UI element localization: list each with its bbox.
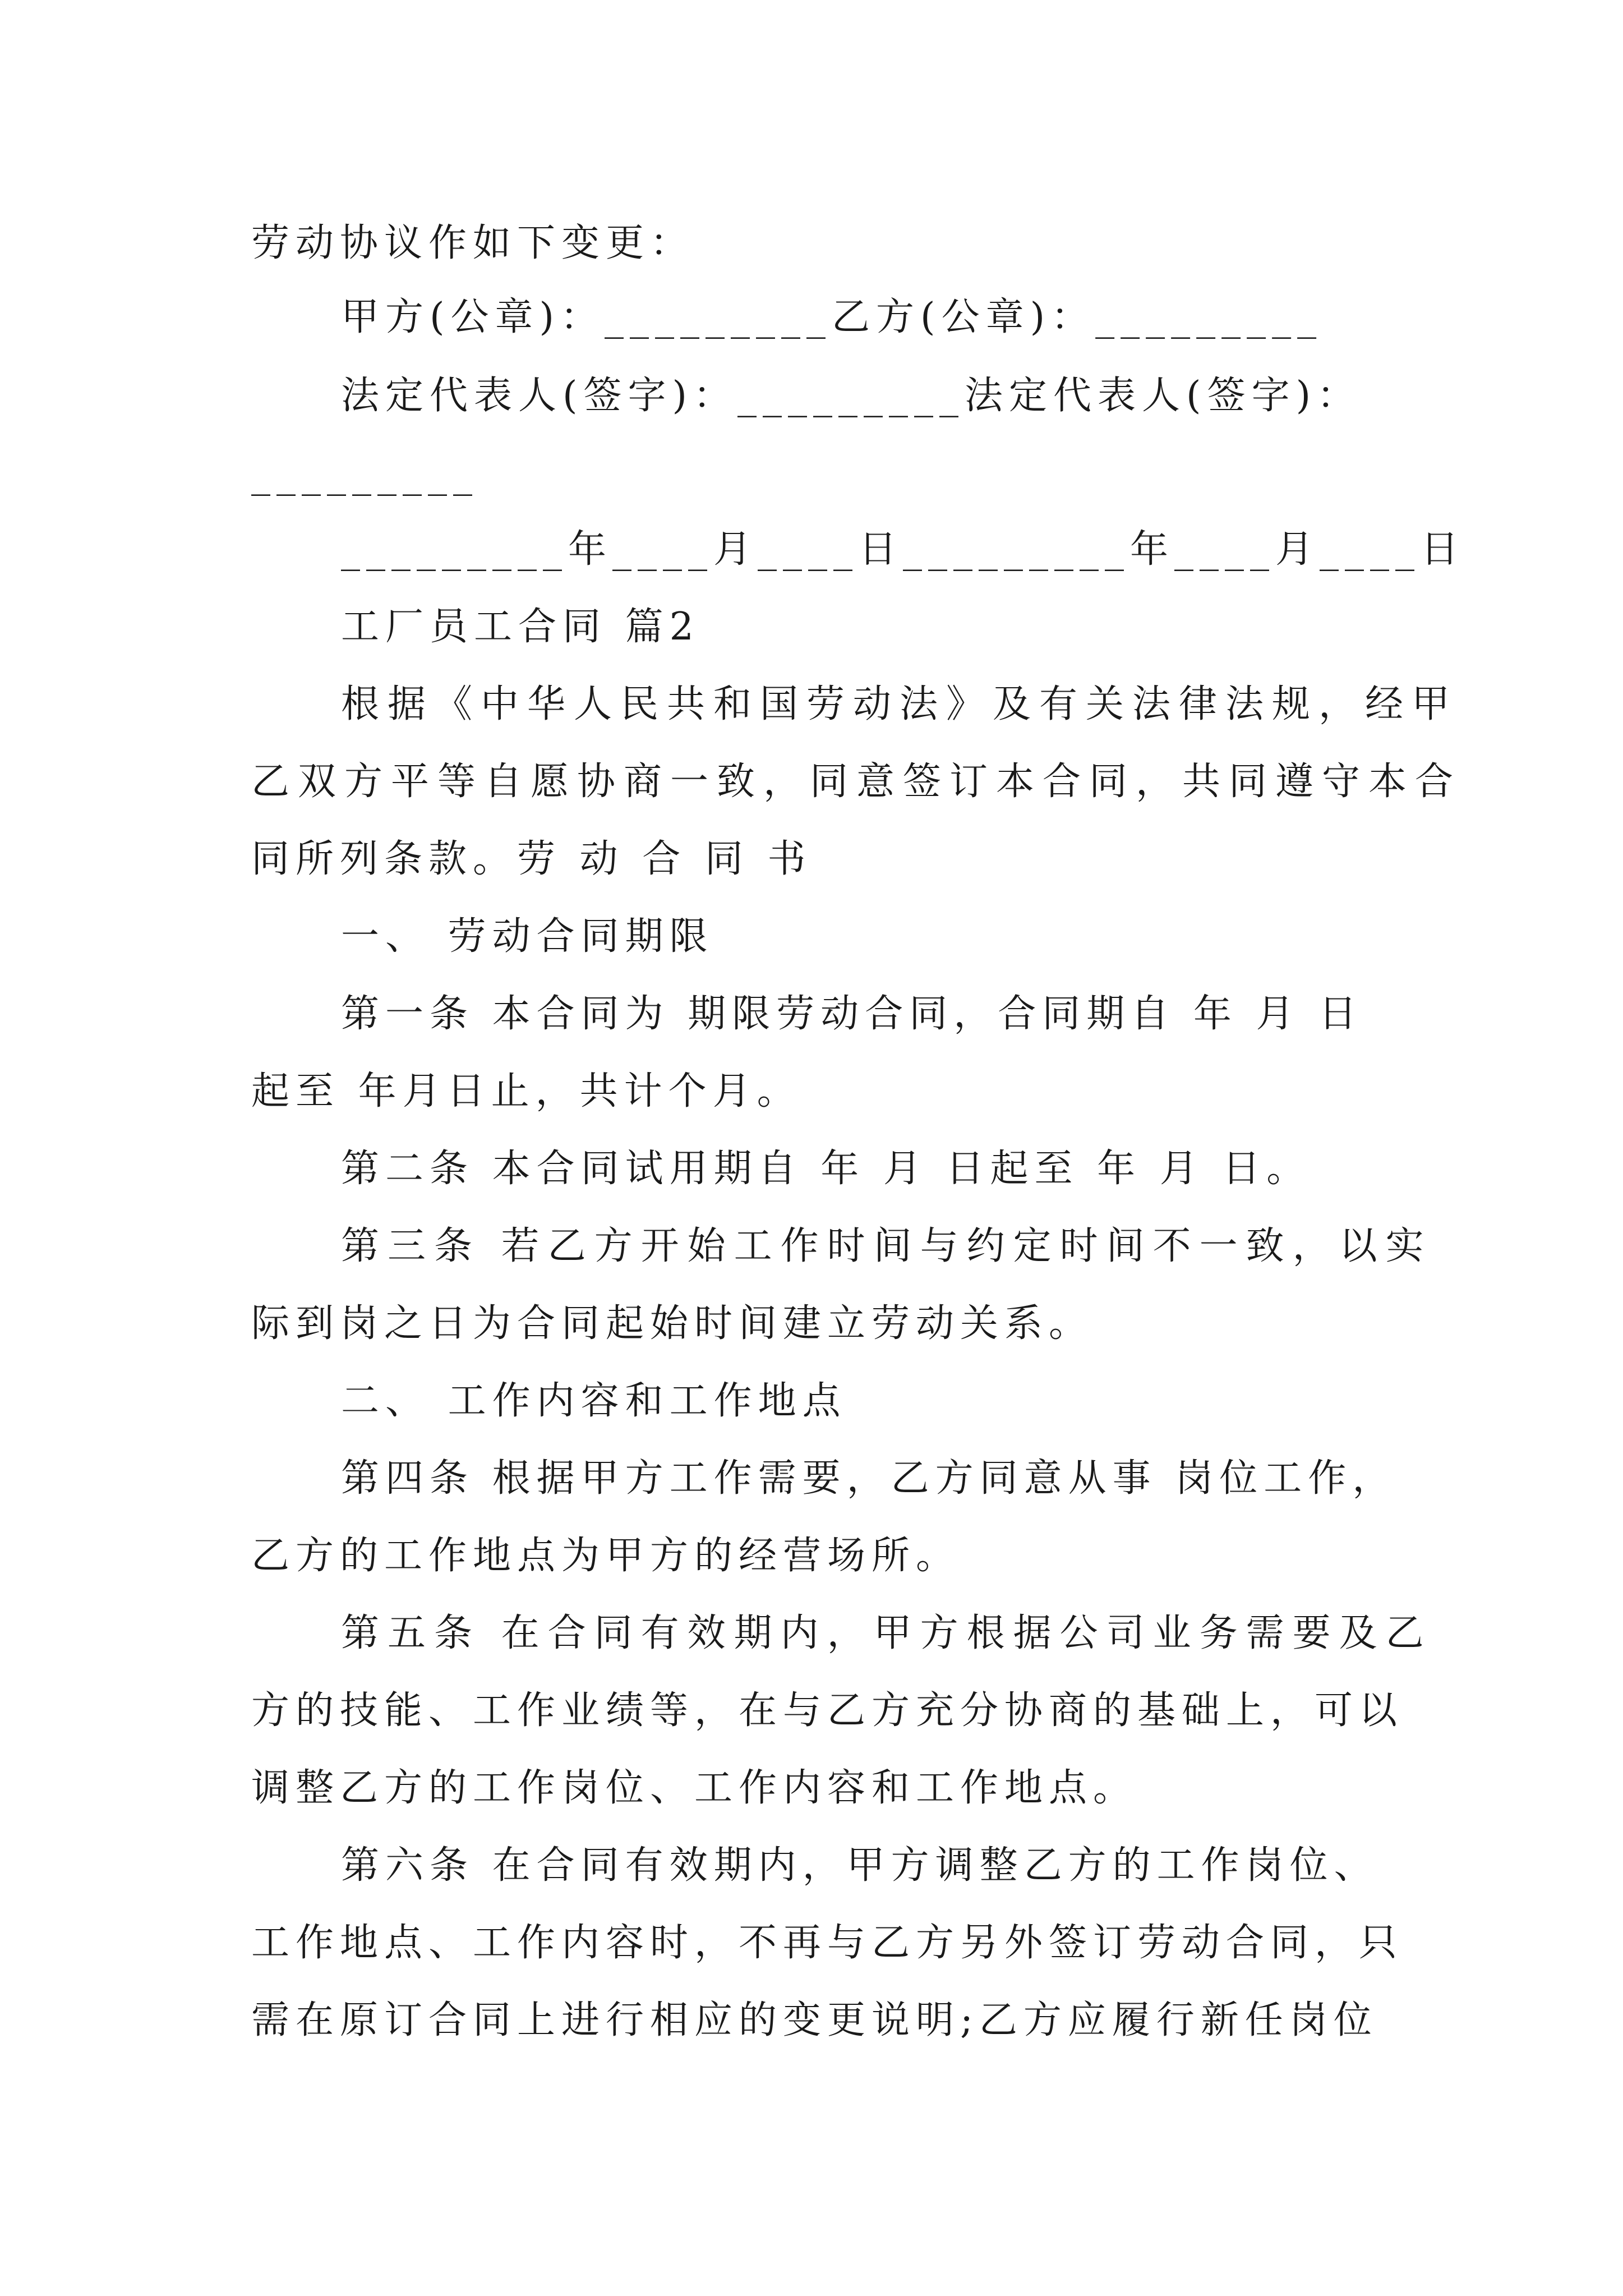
- text-line: 法定代表人(签字)：_________法定代表人(签字)：: [341, 374, 1362, 418]
- text-line: 起至 年月日止，共计个月。: [251, 1069, 801, 1114]
- text-line: 根据《中华人民共和国劳动法》及有关法律法规，经甲: [341, 682, 1459, 726]
- text-line: _________: [251, 452, 478, 496]
- text-line: 方的技能、工作业绩等，在与乙方充分协商的基础上，可以: [251, 1688, 1404, 1733]
- text-line: 际到岗之日为合同起始时间建立劳动关系。: [251, 1301, 1094, 1346]
- section-heading: 工厂员工合同 篇2: [341, 605, 700, 649]
- text-line: 劳动协议作如下变更：: [251, 221, 695, 265]
- text-line: 同所列条款。劳 动 合 同 书: [251, 837, 812, 881]
- text-line: 工作地点、工作内容时，不再与乙方另外签订劳动合同，只: [251, 1921, 1404, 1965]
- text-line: 乙方的工作地点为甲方的经营场所。: [251, 1534, 961, 1578]
- section-heading: 一、 劳动合同期限: [341, 914, 714, 959]
- text-line: 甲方(公章)：_________乙方(公章)：_________: [341, 295, 1323, 339]
- text-line: 需在原订合同上进行相应的变更说明;乙方应履行新任岗位: [251, 1998, 1378, 2042]
- section-heading: 二、 工作内容和工作地点: [341, 1379, 847, 1423]
- text-line: 第三条 若乙方开始工作时间与约定时间不一致，以实: [341, 1224, 1432, 1268]
- text-line: 第四条 根据甲方工作需要，乙方同意从事 岗位工作，: [341, 1456, 1397, 1501]
- text-line: 调整乙方的工作岗位、工作内容和工作地点。: [251, 1766, 1138, 1810]
- text-line: 第二条 本合同试用期自 年 月 日起至 年 月 日。: [341, 1147, 1311, 1191]
- text-line: 第六条 在合同有效期内，甲方调整乙方的工作岗位、: [341, 1843, 1378, 1888]
- text-line: 第五条 在合同有效期内，甲方根据公司业务需要及乙: [341, 1611, 1432, 1655]
- text-line: _________年____月____日_________年____月____日: [341, 527, 1465, 572]
- text-line: 乙双方平等自愿协商一致，同意签订本合同，共同遵守本合: [251, 760, 1462, 804]
- text-line: 第一条 本合同为 期限劳动合同，合同期自 年 月 日: [341, 992, 1363, 1036]
